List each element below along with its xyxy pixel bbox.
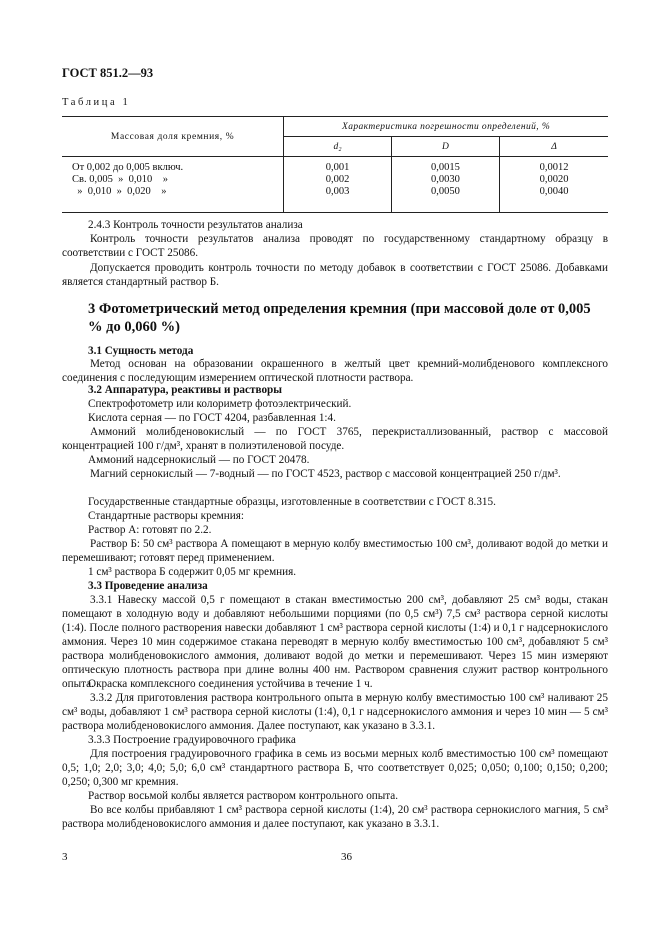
table-cell-mass: От 0,002 до 0,005 включ. Св. 0,005 » 0,010 » » 0,010 » 0,020 » [62,157,284,213]
table-cell-D: 0,0015 0,0030 0,0050 [391,157,499,213]
paragraph-2-4-3-1: Контроль точности результатов анализа проводят по государственному стандартному образцу в соответствии с ГОСТ 25086. [62,233,608,259]
footer-left-number: 3 [62,851,68,863]
table-header-d2: d₂ [284,137,392,157]
paragraph-3-3-2: 3.3.2 Для приготовления раствора контрольного опыта в мерную колбу вместимостью 100 см³ наливают 25 см³ воды, добавляют 1 см³ раствора серной кислоты (1:4), 0,1 г надсернокислого аммония и через 10 мин — 5 см³ раствора молибденовокислого аммония. Далее поступают, как указано в 3.3.1. [62,692,608,732]
item-standard-solutions: Стандартные растворы кремния: [88,510,244,522]
table-cell-d2: 0,001 0,002 0,003 [284,157,392,213]
subsection-2-4-3-title: 2.4.3 Контроль точности результатов анализа [88,219,303,231]
table-row [62,157,608,213]
paragraph-3-3-3-c: Во все колбы прибавляют 1 см³ раствора серной кислоты (1:4), 20 см³ раствора сернокислого магния, 5 см³ раствора молибденовокислого аммония и далее поступают, как указано в 3.3.1. [62,804,608,830]
paragraph-3-3-3-title: 3.3.3 Построение градуировочного графика [88,734,296,746]
item-solution-b-content: 1 см³ раствора Б содержит 0,05 мг кремния. [88,566,297,578]
table-cell-delta: 0,0012 0,0020 0,0040 [500,157,609,213]
page-number: 36 [341,851,352,863]
table-header-group: Характеристика погрешности определений, % [284,117,608,137]
subsection-3-2-title: 3.2 Аппаратура, реактивы и растворы [88,384,282,396]
error-characteristics-table [62,116,608,213]
item-ammonium-persulfate: Аммоний надсернокислый — по ГОСТ 20478. [88,454,310,466]
paragraph-3-3-3-b: Раствор восьмой колбы является раствором контрольного опыта. [88,790,399,802]
item-solution-a: Раствор А: готовят по 2.2. [88,524,212,536]
paragraph-2-4-3-2: Допускается проводить контроль точности по методу добавок в соответствии с ГОСТ 25086. Добавками является стандартный раствор Б. [62,262,608,288]
document-header: ГОСТ 851.2—93 [62,66,154,80]
table-header-delta: Δ [500,137,609,157]
subsection-3-1-title: 3.1 Сущность метода [88,345,194,357]
subsection-3-3-title: 3.3 Проведение анализа [88,580,208,592]
item-standard-samples: Государственные стандартные образцы, изготовленные в соответствии с ГОСТ 8.315. [88,496,496,508]
paragraph-3-1: Метод основан на образовании окрашенного в желтый цвет кремний-молибденового комплексного соединения с последующим измерением оптической плотности раствора. [62,358,608,384]
item-magnesium-sulfate: Магний сернокислый — 7-водный — по ГОСТ 4523, раствор с массовой концентрацией 250 г/дм³. [90,468,561,480]
section-3-title: 3 Фотометрический метод определения кремния (при массовой доле от 0,005 % до 0,060 %) [88,301,591,335]
item-sulfuric-acid: Кислота серная — по ГОСТ 4204, разбавленная 1:4. [88,412,336,424]
table-header-mass: Массовая доля кремния, % [62,117,284,157]
paragraph-stability: Окраска комплексного соединения устойчива в течение 1 ч. [88,678,373,690]
table-caption: Таблица 1 [62,97,131,108]
item-spectrophotometer: Спектрофотометр или колориметр фотоэлектрический. [88,398,352,410]
item-ammonium-molybdate: Аммоний молибденовокислый — по ГОСТ 3765, перекристаллизованный, раствор с массовой концентрацией 100 г/дм³, хранят в полиэтиленовой посуде. [62,426,608,452]
item-solution-b: Раствор Б: 50 см³ раствора А помещают в мерную колбу вместимостью 100 см³, доливают водой до метки и перемешивают; готовят перед применением. [62,538,608,564]
table-header-D: D [391,137,499,157]
paragraph-3-3-1: 3.3.1 Навеску массой 0,5 г помещают в стакан вместимостью 200 см³, добавляют 25 см³ воды, стакан помещают в холодную воду и добавляют небольшими порциями (по 0,5 см³) 7,5 см³ раствора серной кислоты (1:4). После полного растворения навески добавляют 1 см³ раствора серной кислоты (1:4) и 0,1 г надсернокислого аммония. Через 10 мин содержимое стакана переводят в мерную колбу вместимостью 100 см³, добавляют 5 см³ раствора молибденовокислого аммония, доливают водой до метки и перемешивают. Через 15 мин измеряют оптическую плотность раствора при длине волны 400 нм. Раствором сравнения служит раствор контрольного опыта. [62,594,608,690]
paragraph-3-3-3-a: Для построения градуировочного графика в семь из восьми мерных колб вместимостью 100 см³ помещают 0,5; 1,0; 2,0; 3,0; 4,0; 5,0; 6,0 см³ стандартного раствора Б, что соответствует 0,025; 0,050; 0,100; 0,150; 0,200; 0,250; 0,300 мг кремния. [62,748,608,788]
